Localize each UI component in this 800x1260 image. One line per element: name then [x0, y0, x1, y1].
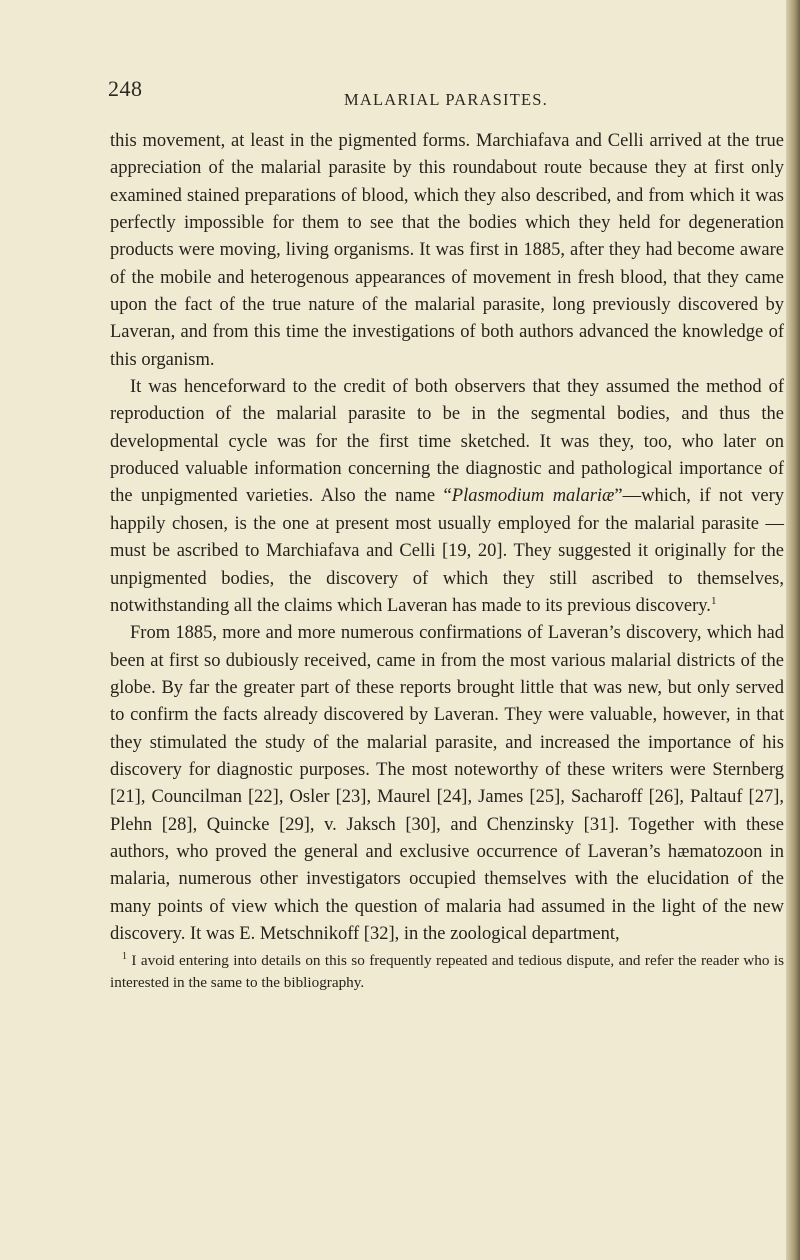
footnotes [110, 950, 784, 993]
paragraph-2 [110, 374, 784, 620]
paragraph-2-text-a: It was henceforward to the credit of both observers that they assumed the method of reproduction of the malarial parasite to be in the segmental bodies, and thus the developmental cycle was for the first time sketched. It was they, too, who later on produced valuable information concerning the diagnostic and pathological importance of the unpigmented varieties. Also the name “ [110, 377, 784, 507]
paragraph-1: this movement, at least in the pigmented forms. Marchiafava and Celli arrived at the true appreciation of the malarial parasite by this roundabout route because they at first only examined stained preparations of blood, which they also described, and from which it was perfectly impossible for them to see that the bodies which they held for degeneration products were moving, living organisms. It was first in 1885, after they had become aware of the mobile and heterogenous appearances of movement in fresh blood, that they came upon the fact of the true nature of the malarial parasite, long previously discovered by Laveran, and from this time the investigations of both authors advanced the knowledge of this organism. [110, 131, 784, 370]
page-spine-shadow [786, 0, 800, 1260]
footnote-1 [110, 950, 784, 993]
footnote-mark: 1 [122, 951, 127, 963]
running-head: MALARIAL PARASITES. [343, 90, 549, 109]
page-header [108, 76, 784, 109]
paragraph-3: From 1885, more and more numerous confirmations of Laveran’s discovery, which had been at first so dubiously received, came in from the most various malarial districts of the globe. By far the greater part of these reports brought little that was new, but only served to confirm the facts already discovered by Laveran. They were valuable, however, in that they stimulated the study of the malarial parasite, and increased the importance of his discovery for diagnostic purposes. The most noteworthy of these writers were Sternberg [21], Councilman [22], Osler [23], Maurel [24], James [25], Sacharoff [26], Paltauf [27], Plehn [28], Quincke [29], v. Jaksch [30], and Chenzinsky [31]. Together with these authors, who proved the general and exclusive occurrence of Laveran’s hæmatozoon in malaria, numerous other investigators occupied themselves with the elucidation of the many points of view which the question of malaria had assumed in the light of the new discovery. It was E. Metschnikoff [32], in the zoological department, [110, 623, 784, 944]
footnote-reference: 1 [710, 594, 717, 607]
page-number: 248 [108, 76, 143, 101]
paragraph-2-text-b: ”—which, if not very happily chosen, is the one at present most usually employed for the malarial parasite —must be ascribed to Marchiafava and Celli [19, 20]. They suggested it originally for the unpigmented bodies, the discovery of which they still ascribed to themselves, notwithstanding all the claims which Laveran has made to its previous discovery. [110, 486, 784, 616]
footnote-text: I avoid entering into details on this so frequently repeated and tedious dispute, and refer the reader who is interested in the same to the bibliography. [110, 952, 784, 991]
page-body [110, 128, 784, 993]
plasmodium-term: Plasmodium malariæ [451, 486, 615, 507]
